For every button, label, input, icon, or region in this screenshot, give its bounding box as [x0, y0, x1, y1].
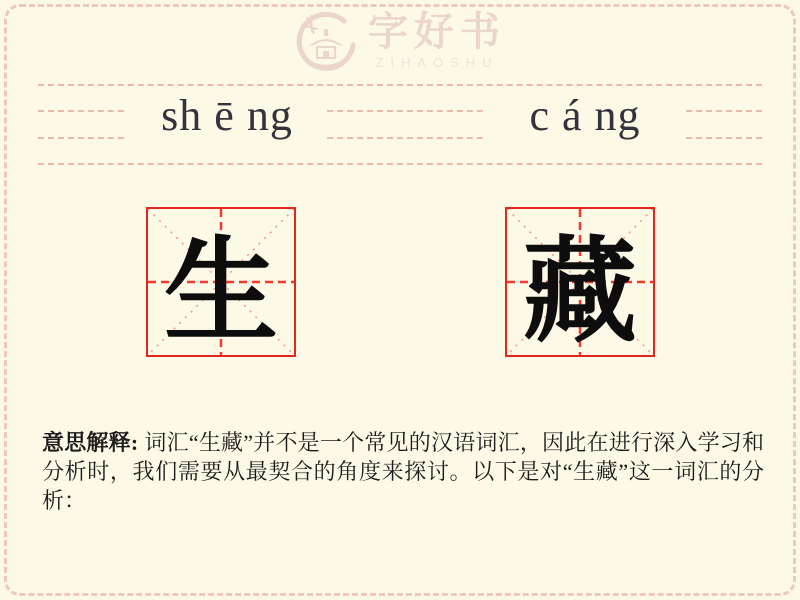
meaning-text: 词汇“生藏”并不是一个常见的汉语词汇，因此在进行深入学习和分析时，我们需要从最契合的角度来探讨。以下是对“生藏”这一词汇的分析： — [42, 430, 764, 513]
meaning-label: 意思解释: — [42, 430, 139, 455]
logo-title: 字好书 — [368, 9, 506, 54]
character-cang: 藏 — [522, 229, 637, 356]
pinyin-sheng: sh ē ng — [127, 92, 327, 140]
logo — [0, 10, 800, 76]
logo-subtitle: ZIHAOSHU — [375, 55, 499, 70]
pinyin-guideline — [38, 163, 762, 165]
meaning-paragraph — [42, 428, 764, 515]
character-sheng: 生 — [163, 229, 278, 356]
pinyin-guideline — [38, 84, 762, 86]
logo-text — [368, 10, 506, 70]
character-box-cang — [505, 207, 655, 357]
character-box-sheng — [146, 207, 296, 357]
pavilion-crescent-icon — [294, 12, 358, 76]
pinyin-cang: c á ng — [485, 92, 685, 140]
